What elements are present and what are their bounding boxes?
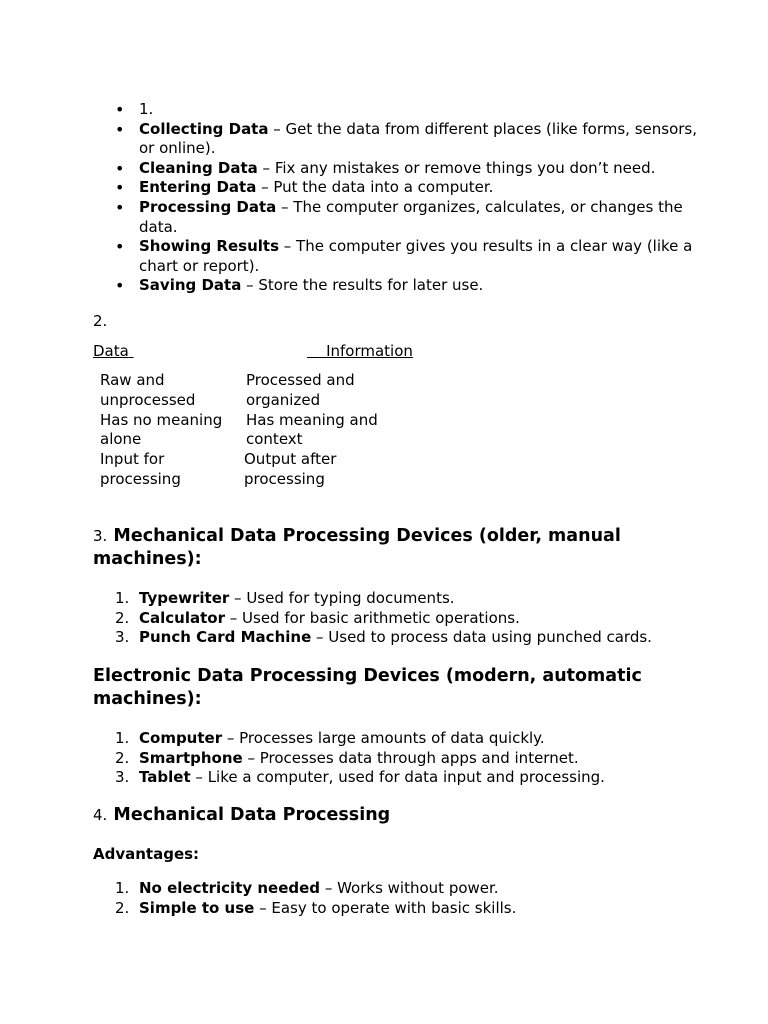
term: Calculator (139, 608, 225, 627)
term: Showing Results (139, 237, 279, 256)
mechanical-devices-list (115, 589, 719, 648)
information-cell: Output after processing (244, 450, 337, 488)
table-row (100, 450, 400, 490)
list-item (139, 120, 699, 159)
term: Simple to use (139, 898, 255, 917)
table-row (100, 411, 400, 451)
description: – Fix any mistakes or remove things you don’t need. (257, 158, 656, 177)
description: – Easy to operate with basic skills. (254, 898, 517, 917)
information-cell: Processed and organized (246, 371, 355, 409)
section-number: 4. (93, 806, 108, 824)
list-item: 2. Smartphone – Processes data through apps and internet. (115, 748, 579, 767)
list-item: • 1. (139, 100, 699, 120)
list-item (139, 237, 699, 276)
term: Smartphone (139, 748, 243, 767)
data-cell: Raw and unprocessed (100, 371, 196, 409)
term: Entering Data (139, 178, 257, 197)
list-item (139, 276, 699, 296)
description: – The computer organizes, calculates, or changes the data. (139, 197, 683, 236)
list-item: 2. Simple to use – Easy to operate with basic skills. (115, 898, 517, 917)
description: – Used for typing documents. (229, 589, 455, 607)
column-header-data: Data (93, 342, 129, 360)
mechanical-devices-heading: 3. Mechanical Data Processing Devices (older, manual machines): (93, 526, 621, 569)
description: – Used for basic arithmetic operations. (224, 608, 520, 627)
description: – Put the data into a computer. (256, 178, 494, 197)
electronic-devices-list (115, 729, 719, 788)
electronic-devices-heading: Electronic Data Processing Devices (modern, automatic machines): (93, 666, 642, 709)
term: Punch Card Machine (139, 628, 312, 647)
description: – Store the results for later use. (241, 276, 484, 295)
section-number: 3. (93, 527, 108, 545)
term: Tablet (139, 768, 191, 787)
description: – Processes data through apps and internet. (242, 748, 579, 767)
data-processing-steps-list (139, 100, 699, 296)
description: – Used to process data using punched cards. (311, 628, 652, 647)
data-vs-information-table (100, 371, 400, 490)
list-item (139, 178, 699, 198)
term: Typewriter (139, 589, 230, 607)
term: Cleaning Data (139, 158, 258, 177)
data-cell: Input for processing (100, 450, 181, 488)
list-item: 3. Punch Card Machine – Used to process data using punched cards. (115, 628, 652, 647)
section-number: 2. (93, 312, 108, 330)
information-cell: Has meaning and context (246, 410, 378, 449)
description: – Processes large amounts of data quickly. (222, 729, 545, 747)
list-item (139, 159, 699, 179)
description: – Get the data from different places (like forms, sensors, or online). (139, 119, 698, 158)
term: Saving Data (139, 276, 242, 295)
column-header-information: Information (326, 342, 413, 360)
term: Computer (139, 729, 223, 747)
list-item: 2. Calculator – Used for basic arithmetic operations. (115, 608, 520, 627)
advantages-label: Advantages: (93, 845, 200, 863)
table-row (100, 371, 400, 411)
list-item (139, 198, 699, 237)
term: No electricity needed (139, 879, 321, 897)
data-cell: Has no meaning alone (100, 410, 223, 449)
mechanical-processing-heading: 4. Mechanical Data Processing (93, 805, 391, 825)
list-item: 3. Tablet – Like a computer, used for data input and processing. (115, 768, 605, 787)
description: – Works without power. (320, 879, 499, 897)
list-item: 1. No electricity needed – Works without power. (115, 879, 499, 897)
description: – The computer gives you results in a clear way (like a chart or report). (139, 237, 693, 275)
description: – Like a computer, used for data input and processing. (190, 768, 605, 787)
term: Collecting Data (139, 119, 269, 138)
list-item: 1. Computer – Processes large amounts of data quickly. (115, 729, 545, 747)
advantages-list (115, 879, 719, 918)
term: Processing Data (139, 197, 277, 216)
list-item: 1. Typewriter – Used for typing documents. (115, 589, 455, 607)
